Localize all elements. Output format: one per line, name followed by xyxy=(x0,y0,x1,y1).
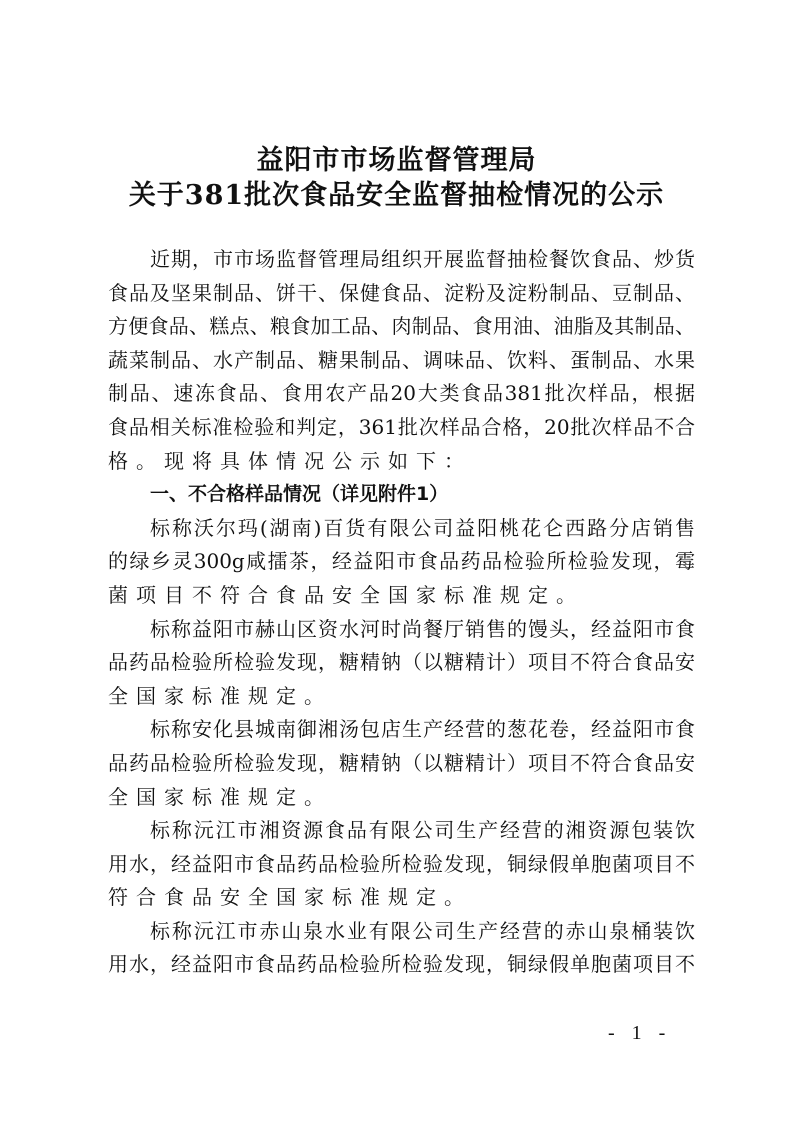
paragraph xyxy=(108,713,695,814)
document-title-line2: 关于381批次食品安全监督抽检情况的公示 xyxy=(128,180,665,211)
paragraph-line: 的绿乡灵300g咸擂茶，经益阳市食品药品检验所检验发现，霉 xyxy=(108,549,695,574)
paragraph-line: 符合食品安全国家标准规定。 xyxy=(108,885,472,910)
paragraph-line: 菌项目不符合食品安全国家标准规定。 xyxy=(108,582,584,607)
paragraph xyxy=(108,814,695,915)
paragraph-line: 标称沅江市赤山泉水业有限公司生产经营的赤山泉桶装饮 xyxy=(150,918,695,943)
paragraph-line: 用水，经益阳市食品药品检验所检验发现，铜绿假单胞菌项目不 xyxy=(108,851,695,876)
paragraph xyxy=(108,915,695,982)
paragraph-line: 格。现将具体情况公示如下： xyxy=(108,448,472,473)
paragraph-line: 品药品检验所检验发现，糖精钠（以糖精计）项目不符合食品安 xyxy=(108,650,695,675)
paragraph-line: 用水，经益阳市食品药品检验所检验发现，铜绿假单胞菌项目不 xyxy=(108,952,695,977)
paragraph-line: 蔬菜制品、水产制品、糖果制品、调味品、饮料、蛋制品、水果 xyxy=(108,347,695,372)
paragraph-line: 标称沃尔玛(湖南)百货有限公司益阳桃花仑西路分店销售 xyxy=(150,515,695,540)
paragraph xyxy=(108,243,695,478)
document-title-line1: 益阳市市场监督管理局 xyxy=(256,145,537,176)
section-heading: 一、不合格样品情况（详见附件1） xyxy=(150,483,449,506)
paragraph-line: 方便食品、糕点、粮食加工品、肉制品、食用油、油脂及其制品、 xyxy=(108,314,695,339)
paragraph-line: 标称安化县城南御湘汤包店生产经营的葱花卷，经益阳市食 xyxy=(150,717,695,742)
paragraph xyxy=(108,613,695,714)
paragraph-line: 标称益阳市赫山区资水河时尚餐厅销售的馒头，经益阳市食 xyxy=(150,616,695,641)
document-body xyxy=(108,243,695,982)
paragraph-line: 制品、速冻食品、食用农产品20大类食品381批次样品，根据 xyxy=(108,381,695,406)
paragraph-line: 全国家标准规定。 xyxy=(108,784,332,809)
paragraph-line: 近期，市市场监督管理局组织开展监督抽检餐饮食品、炒货 xyxy=(150,247,695,271)
paragraph-line: 食品相关标准检验和判定，361批次样品合格，20批次样品不合 xyxy=(108,414,695,439)
paragraph-line: 标称沅江市湘资源食品有限公司生产经营的湘资源包装饮 xyxy=(150,818,695,843)
paragraph-line: 全国家标准规定。 xyxy=(108,683,332,708)
paragraph-line: 品药品检验所检验发现，糖精钠（以糖精计）项目不符合食品安 xyxy=(108,750,695,775)
paragraph-line: 食品及坚果制品、饼干、保健食品、淀粉及淀粉制品、豆制品、 xyxy=(108,280,695,305)
page-number: - 1 - xyxy=(608,1022,672,1044)
paragraph xyxy=(108,512,695,613)
